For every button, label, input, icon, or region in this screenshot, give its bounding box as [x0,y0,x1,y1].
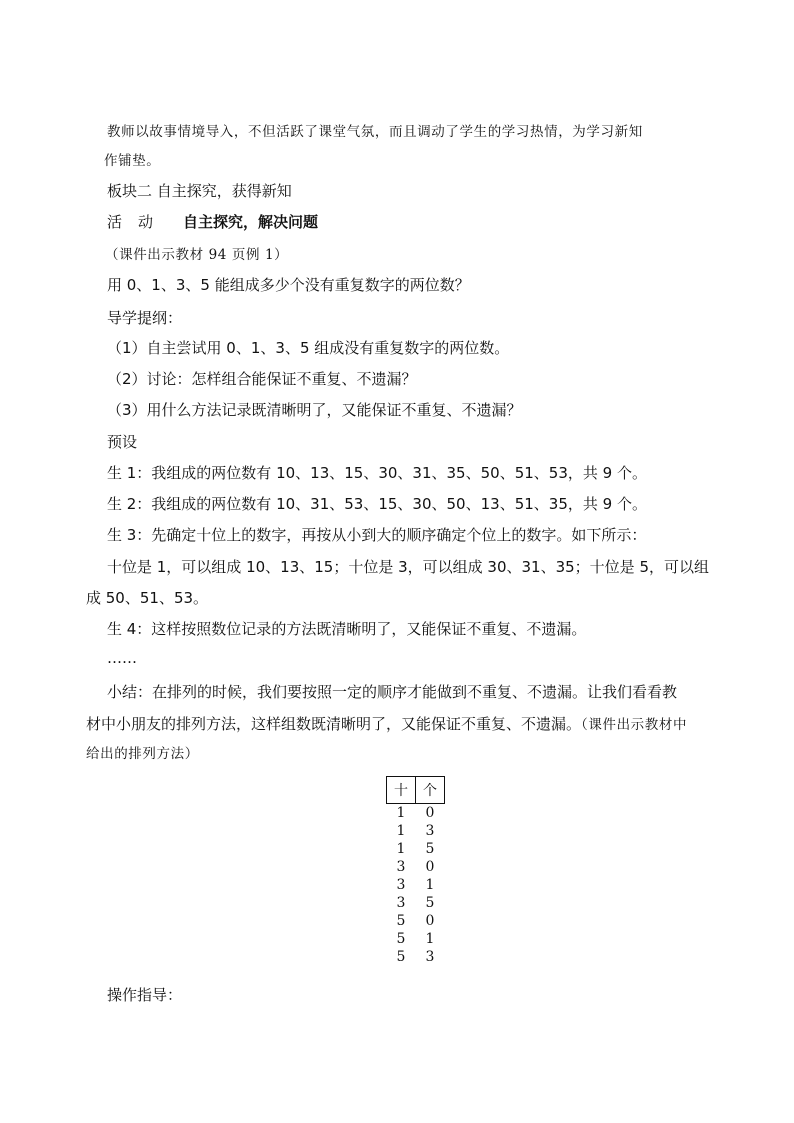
example-question: 用 0、1、3、5 能组成多少个没有重复数字的两位数？ [107,276,470,294]
ones-cell: 0 [425,913,435,929]
summary-line-2 [86,714,687,735]
ones-cell: 5 [425,841,435,857]
tens-cell: 5 [396,931,406,947]
activity-label-2: 动 [138,213,154,231]
student-2-answer: 生 2：我组成的两位数有 10、31、53、15、30、50、13、51、35，共 9 个。 [107,495,647,513]
tens-explanation-line-1: 十位是 1，可以组成 10、13、15；十位是 3，可以组成 30、31、35；十位是 5，可以组 [107,558,709,576]
ones-header: 个 [416,777,445,804]
tens-cell: 1 [396,805,406,821]
table-row [387,894,445,912]
summary-line-2-note: （课件出示教材中 [581,717,688,733]
ones-cell: 0 [425,859,435,875]
activity-label: 活 [107,213,123,231]
tens-header: 十 [387,777,416,804]
guide-item-1: （1）自主尝试用 0、1、3、5 组成没有重复数字的两位数。 [107,339,510,357]
intro-text-line-2: 作铺垫。 [104,153,161,169]
table-row [387,948,445,966]
ones-cell: 1 [425,931,435,947]
summary-line-1: 小结：在排列的时候，我们要按照一定的顺序才能做到不重复、不遗漏。让我们看看教 [107,683,678,701]
table-row [387,822,445,840]
preset-label: 预设 [107,433,138,451]
tens-cell: 5 [396,913,406,929]
tens-cell: 3 [396,859,406,875]
ellipsis: …… [107,649,137,667]
table-header-row [387,777,445,804]
table-row [387,912,445,930]
section-heading: 板块二 自主探究，获得新知 [107,182,292,200]
intro-text-line-1: 教师以故事情境导入，不但活跃了课堂气氛，而且调动了学生的学习热情，为学习新知 [107,124,643,140]
guide-item-2: （2）讨论：怎样组合能保证不重复、不遗漏？ [107,370,417,388]
tens-explanation-line-2: 成 50、51、53。 [86,589,209,607]
table-row [387,804,445,823]
guide-outline-title: 导学提纲： [107,309,183,327]
ones-cell: 0 [425,805,435,821]
courseware-note: （课件出示教材 94 页例 1） [105,247,289,263]
tens-cell: 1 [396,841,406,857]
student-4-answer: 生 4：这样按照数位记录的方法既清晰明了，又能保证不重复、不遗漏。 [107,620,587,638]
operation-guide-title: 操作指导： [107,986,183,1004]
tens-cell: 3 [396,877,406,893]
tens-cell: 5 [396,949,406,965]
ones-cell: 3 [425,823,435,839]
summary-line-3: 给出的排列方法） [86,746,199,762]
arrangement-table [386,776,445,966]
ones-cell: 5 [425,895,435,911]
student-1-answer: 生 1：我组成的两位数有 10、13、15、30、31、35、50、51、53，共 9 个。 [107,464,647,482]
ones-cell: 3 [425,949,435,965]
table-row [387,930,445,948]
tens-cell: 1 [396,823,406,839]
table-row [387,840,445,858]
activity-heading [107,212,318,232]
ones-cell: 1 [425,877,435,893]
student-3-answer: 生 3：先确定十位上的数字，再按从小到大的顺序确定个位上的数字。如下所示： [107,526,647,544]
table-row [387,858,445,876]
table-row [387,876,445,894]
activity-title: 自主探究，解决问题 [183,213,319,231]
summary-line-2-text: 材中小朋友的排列方法，这样组数既清晰明了，又能保证不重复、不遗漏。 [86,715,582,733]
guide-item-3: （3）用什么方法记录既清晰明了，又能保证不重复、不遗漏？ [107,401,522,419]
tens-cell: 3 [396,895,406,911]
